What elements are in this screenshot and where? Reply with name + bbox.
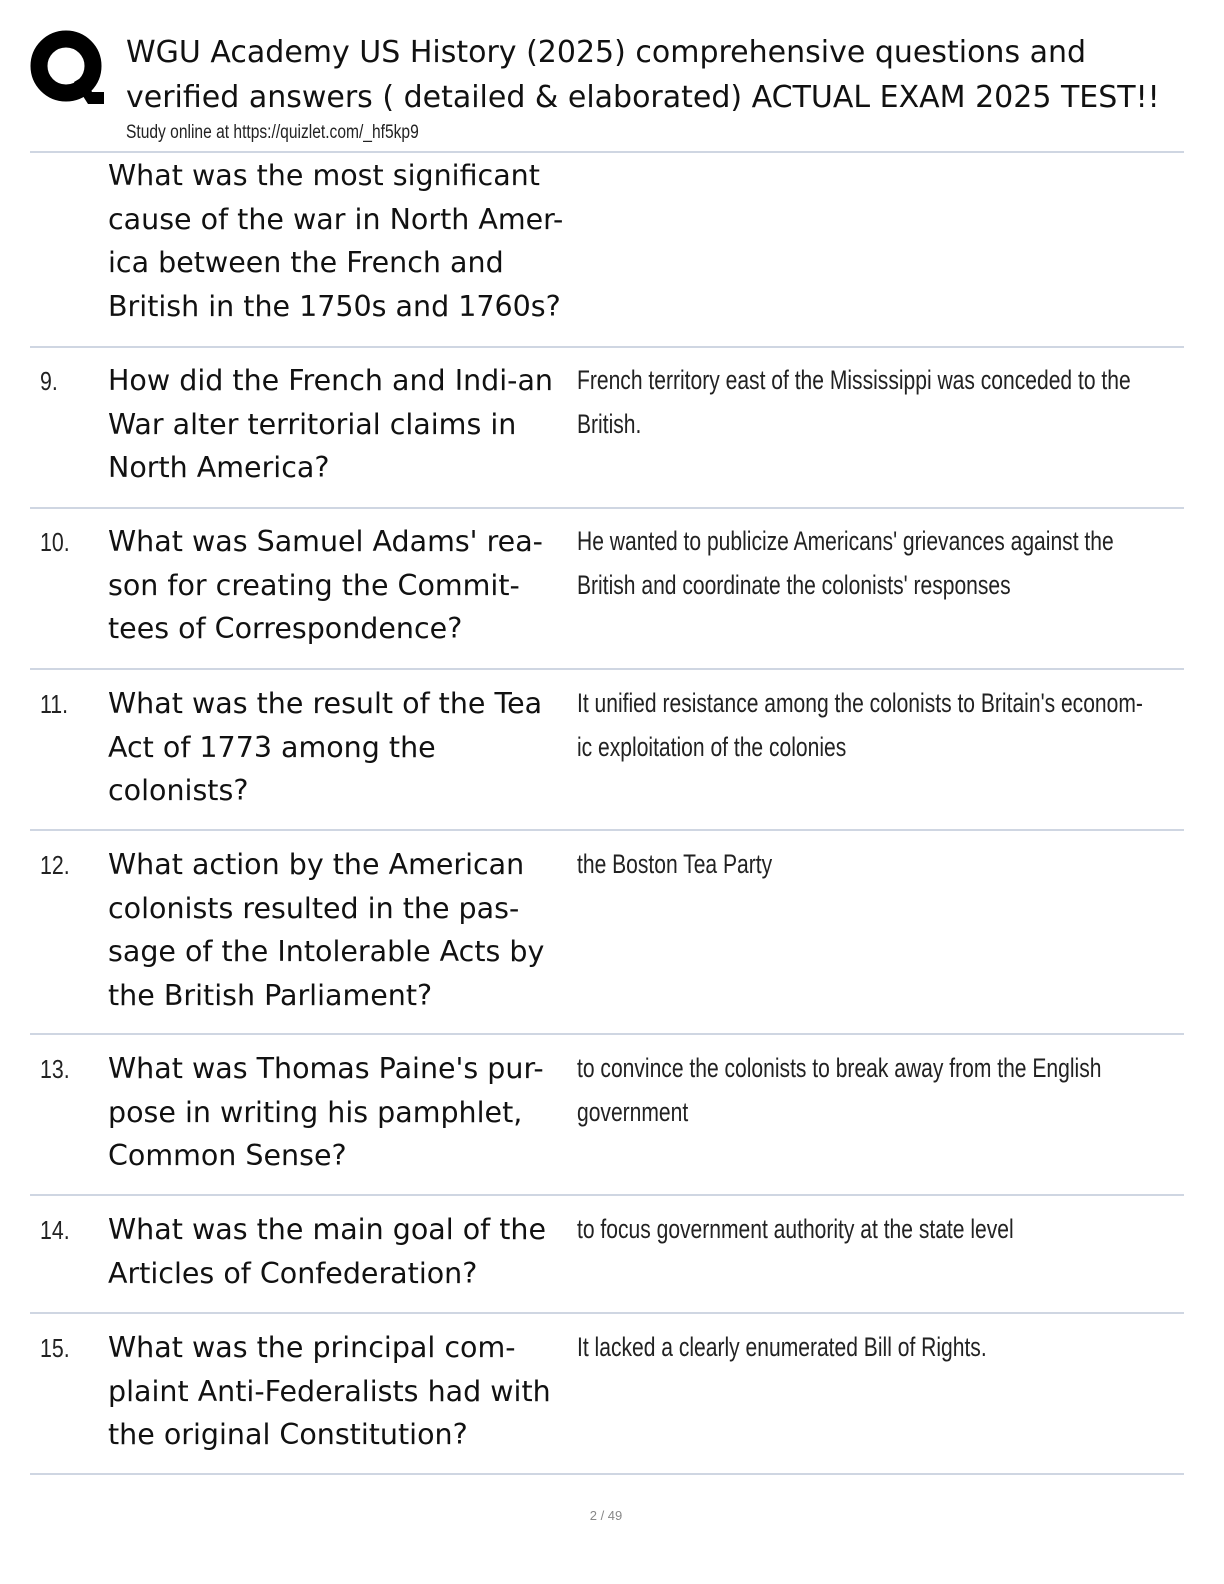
card-question: What was the result of the Tea Act of 1773 among the colonists? bbox=[108, 687, 543, 807]
card-answer: to focus government authority at the state level bbox=[577, 1214, 1014, 1244]
divider bbox=[30, 668, 1184, 670]
card-number: 12. bbox=[40, 850, 70, 880]
card-question: What action by the American colonists resulted in the pas-sage of the Intolerable Acts by the British Parliament? bbox=[108, 848, 545, 1012]
card-question: What was the main goal of the Articles of Confederation? bbox=[108, 1213, 546, 1290]
card-number: 13. bbox=[40, 1054, 70, 1084]
divider bbox=[30, 151, 1184, 153]
card-question: What was Thomas Paine's pur-pose in writing his pamphlet, Common Sense? bbox=[108, 1052, 544, 1172]
divider bbox=[30, 346, 1184, 348]
card-answer: It lacked a clearly enumerated Bill of Rights. bbox=[577, 1332, 987, 1362]
card-answer: French territory east of the Mississippi was conceded to the British. bbox=[577, 365, 1131, 439]
divider bbox=[30, 1194, 1184, 1196]
divider bbox=[30, 1033, 1184, 1035]
card-number: 15. bbox=[40, 1333, 70, 1363]
card-answer: It unified resistance among the colonists to Britain's econom-ic exploitation of the colonies bbox=[577, 688, 1143, 762]
page-title: WGU Academy US History (2025) comprehensive questions and verified answers ( detailed & elaborated) ACTUAL EXAM 2025 TEST!! bbox=[126, 35, 1160, 115]
card-question: How did the French and Indi-an War alter territorial claims in North America? bbox=[108, 364, 553, 484]
divider bbox=[30, 507, 1184, 509]
card-number: 9. bbox=[40, 366, 58, 396]
divider bbox=[30, 1312, 1184, 1314]
card-question: What was Samuel Adams' rea-son for creating the Commit-tees of Correspondence? bbox=[108, 525, 543, 645]
card-answer: He wanted to publicize Americans' grievances against the British and coordinate the colonists' responses bbox=[577, 526, 1114, 600]
card-answer: to convince the colonists to break away from the English government bbox=[577, 1053, 1102, 1127]
study-online-link[interactable]: Study online at https://quizlet.com/_hf5kp9 bbox=[126, 122, 419, 143]
card-question: What was the principal com-plaint Anti-Federalists had with the original Constitution? bbox=[108, 1331, 551, 1451]
page-number: 2 / 49 bbox=[589, 1508, 623, 1523]
card-number: 10. bbox=[40, 527, 70, 557]
card-answer: the Boston Tea Party bbox=[577, 849, 773, 879]
divider bbox=[30, 829, 1184, 831]
divider bbox=[30, 1473, 1184, 1475]
quizlet-q-logo-icon bbox=[30, 30, 106, 110]
card-number: 14. bbox=[40, 1215, 70, 1245]
card-number: 11. bbox=[40, 689, 69, 719]
card-question: What was the most significant cause of the war in North Amer-ica between the French and British in the 1750s and 1760s? bbox=[108, 159, 564, 323]
